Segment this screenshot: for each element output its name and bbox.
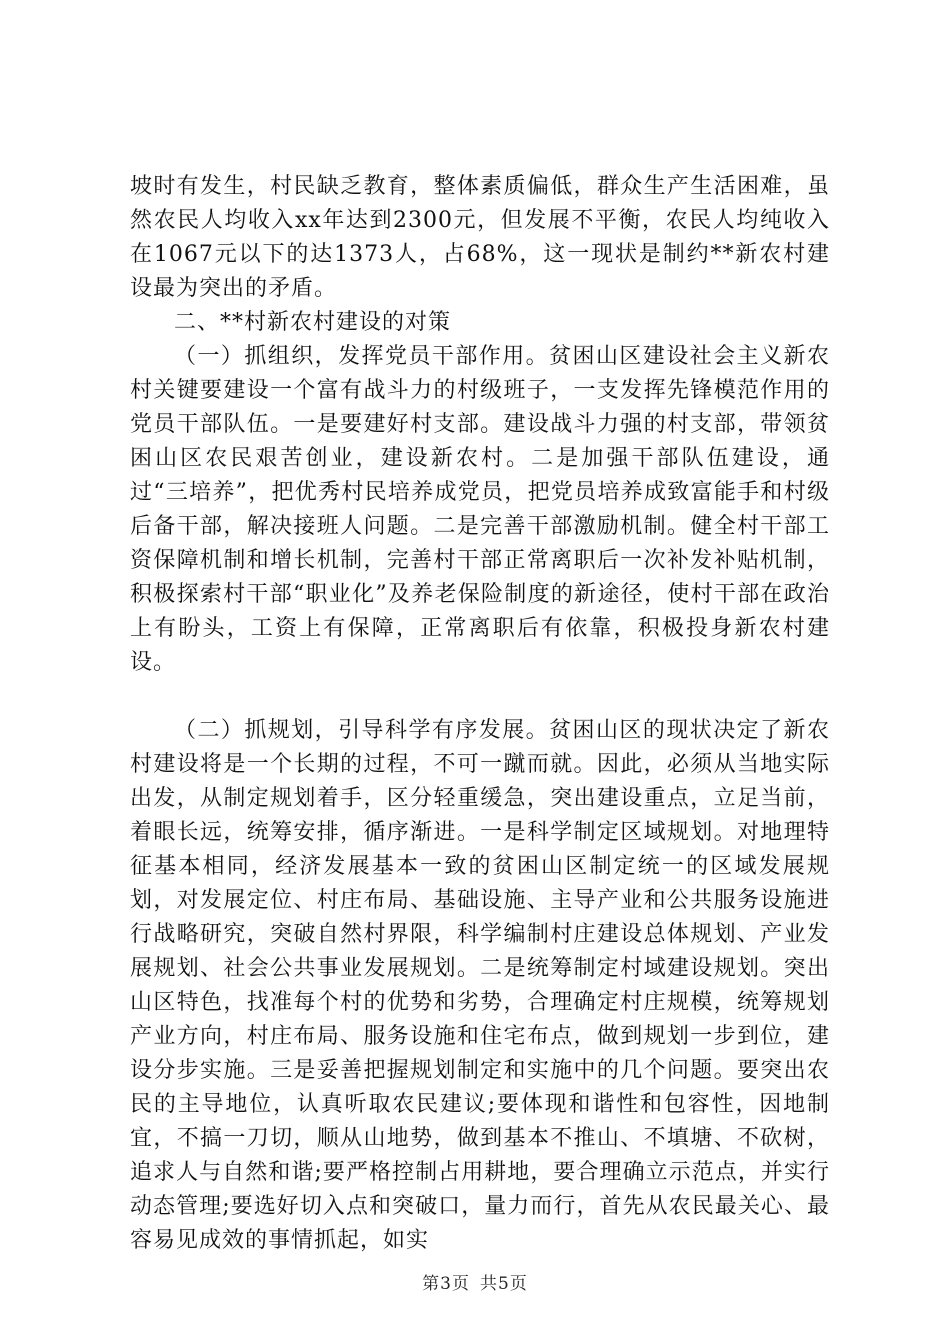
page-number-total: 共5页 bbox=[480, 1274, 528, 1294]
page-footer bbox=[0, 1272, 950, 1296]
paragraph-spacer bbox=[130, 680, 830, 714]
paragraph-continuation: 坡时有发生，村民缺乏教育，整体素质偏低，群众生产生活困难，虽然农民人均收入xx年达到2300元，但发展不平衡，农民人均纯收入在1067元以下的达1373人，占68%，这一现状是制约**新农村建设最为突出的矛盾。 bbox=[130, 174, 830, 301]
document-body bbox=[130, 170, 830, 1258]
section-heading: 二、**村新农村建设的对策 bbox=[174, 310, 452, 335]
paragraph-planning: （二）抓规划，引导科学有序发展。贫困山区的现状决定了新农村建设将是一个长期的过程，不可一蹴而就。因此，必须从当地实际出发，从制定规划着手，区分轻重缓急，突出建设重点，立足当前，着眼长远，统筹安排，循序渐进。一是科学制定区域规划。对地理特征基本相同，经济发展基本一致的贫困山区制定统一的区域发展规划，对发展定位、村庄布局、基础设施、主导产业和公共服务设施进行战略研究，突破自然村界限，科学编制村庄建设总体规划、产业发展规划、社会公共事业发展规划。二是统筹制定村域建设规划。突出山区特色，找准每个村的优势和劣势，合理确定村庄规模，统筹规划产业方向，村庄布局、服务设施和住宅布点，做到规划一步到位，建设分步实施。三是妥善把握规划制定和实施中的几个问题。要突出农民的主导地位，认真听取农民建议;要体现和谐性和包容性，因地制宜，不搞一刀切，顺从山地势，做到基本不推山、不填塘、不砍树，追求人与自然和谐;要严格控制占用耕地，要合理确立示范点，并实行动态管理;要选好切入点和突破口，量力而行，首先从农民最关心、最容易见成效的事情抓起，如实 bbox=[130, 718, 830, 1253]
page-number-current: 第3页 bbox=[422, 1274, 470, 1294]
paragraph-organization: （一）抓组织，发挥党员干部作用。贫困山区建设社会主义新农村关键要建设一个富有战斗力的村级班子，一支发挥先锋模范作用的党员干部队伍。一是要建好村支部。建设战斗力强的村支部，带领贫困山区农民艰苦创业，建设新农村。二是加强干部队伍建设，通过“三培养”，把优秀村民培养成党员，把党员培养成致富能手和村级后备干部，解决接班人问题。二是完善干部激励机制。健全村干部工资保障机制和增长机制，完善村干部正常离职后一次补发补贴机制，积极探索村干部“职业化”及养老保险制度的新途径，使村干部在政治上有盼头，工资上有保障，正常离职后有依靠，积极投身新农村建设。 bbox=[130, 344, 830, 675]
